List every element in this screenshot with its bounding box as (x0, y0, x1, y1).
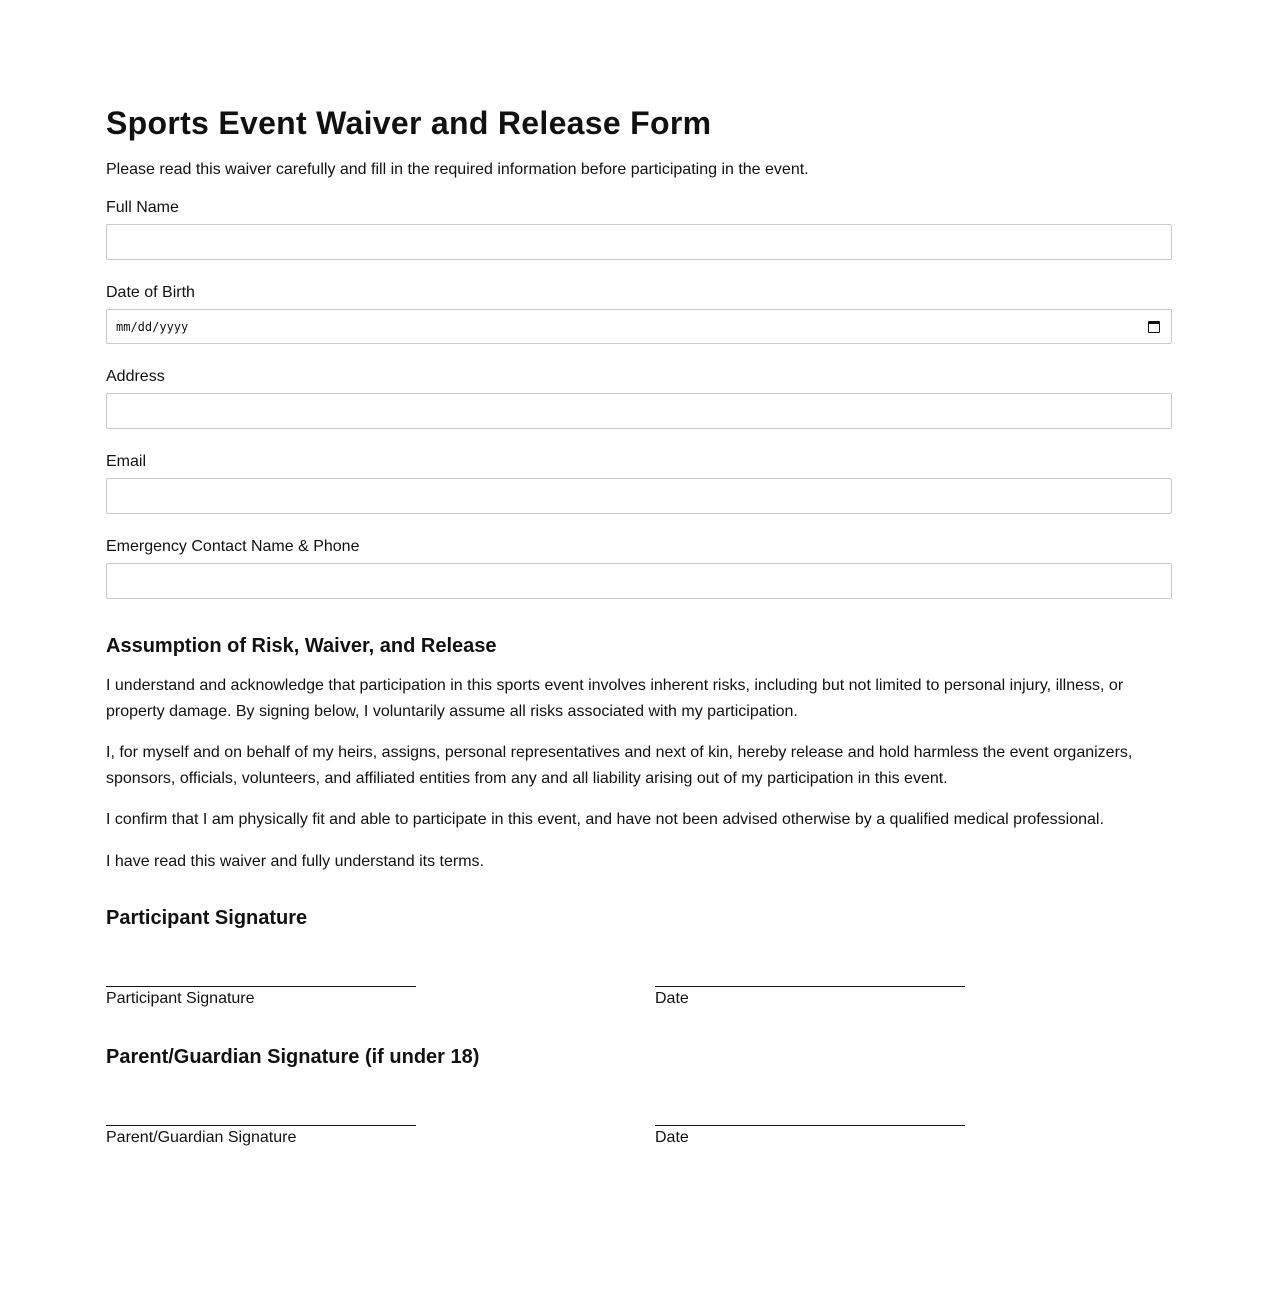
email-label: Email (106, 453, 147, 470)
page-title: Sports Event Waiver and Release Form (106, 105, 712, 141)
guardian-signature-line[interactable] (106, 1125, 416, 1126)
waiver-paragraph: I have read this waiver and fully understand its terms. (106, 853, 484, 870)
emergency-contact-label: Emergency Contact Name & Phone (106, 538, 360, 555)
participant-signature-heading: Participant Signature (106, 907, 308, 929)
guardian-date-line[interactable] (655, 1125, 965, 1126)
guardian-signature-heading: Parent/Guardian Signature (if under 18) (106, 1046, 480, 1068)
email-input[interactable] (106, 478, 1172, 514)
participant-date-label: Date (655, 990, 689, 1007)
calendar-icon[interactable] (1148, 321, 1160, 333)
emergency-contact-input[interactable] (106, 563, 1172, 599)
intro-text: Please read this waiver carefully and fill in the required information before participating in the event. (106, 161, 809, 178)
waiver-paragraph: I understand and acknowledge that participation in this sports event involves inherent risks, including but not limited to personal injury, illness, or property damage. By signing below, I voluntarily assume all risks associated with my participation. (106, 677, 1124, 720)
participant-date-line[interactable] (655, 986, 965, 987)
waiver-paragraph: I confirm that I am physically fit and able to participate in this event, and have not been advised otherwise by a qualified medical professional. (106, 811, 1104, 828)
waiver-paragraph: I, for myself and on behalf of my heirs, assigns, personal representatives and next of kin, hereby release and hold harmless the event organizers, sponsors, officials, volunteers, and affiliated entities from any and all liability arising out of my participation in this event. (106, 744, 1133, 787)
guardian-signature-label: Parent/Guardian Signature (106, 1129, 297, 1146)
participant-signature-line[interactable] (106, 986, 416, 987)
participant-signature-label: Participant Signature (106, 990, 255, 1007)
address-label: Address (106, 368, 165, 385)
guardian-date-label: Date (655, 1129, 689, 1146)
dob-placeholder: mm/dd/yyyy (116, 319, 189, 334)
address-input[interactable] (106, 393, 1172, 429)
dob-label: Date of Birth (106, 284, 195, 301)
dob-input[interactable] (106, 309, 1172, 344)
full-name-label: Full Name (106, 199, 179, 216)
waiver-heading: Assumption of Risk, Waiver, and Release (106, 635, 497, 657)
full-name-input[interactable] (106, 224, 1172, 260)
